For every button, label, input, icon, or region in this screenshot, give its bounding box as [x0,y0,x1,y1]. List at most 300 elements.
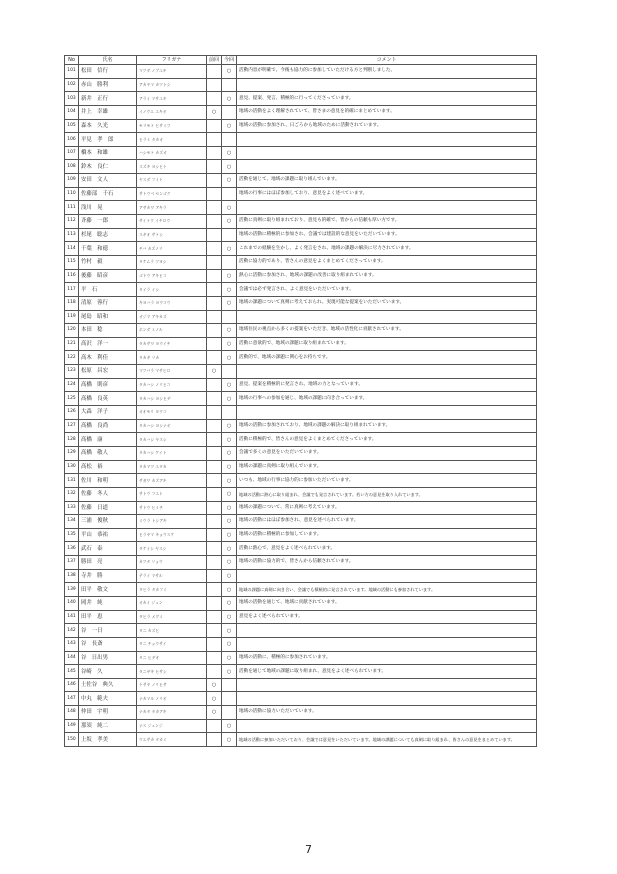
row-mark-b: ○ [222,719,237,733]
row-mark-b [222,133,237,147]
row-mark-b: ○ [222,378,237,392]
row-mark-b: ○ [222,487,237,501]
row-mark-b: ○ [222,174,237,188]
row-mark-a [207,215,222,229]
row-comment: 地域の活動に協力的で、皆さんから信頼されています。 [237,556,537,570]
row-comment [237,637,537,651]
row-mark-b: ○ [222,392,237,406]
table-row [65,460,537,474]
row-mark-a [207,474,222,488]
row-comment: 地域の活動に参加いただいており、会議では意見をいただいています。地域の課題についても真剣に取り組まれ、皆さんの意見をまとめています。 [237,733,537,747]
row-name: 高木 利佳 [79,351,137,365]
row-furigana: ナカマル ノリオ [137,692,207,706]
row-name: 佐川 和明 [79,474,137,488]
row-mark-b: ○ [222,269,237,283]
row-no: 130 [65,460,79,474]
row-no: 126 [65,406,79,420]
row-comment: 地域の活動に積極的に参加しています。 [237,528,537,542]
row-no: 114 [65,242,79,256]
row-comment: 会議では必ず発言され、よく意見をいただいています。 [237,283,537,297]
row-comment: 地域の活動に参加されており、地域の課題の解決に取り組まれています。 [237,419,537,433]
table-row [65,146,537,160]
row-comment: 熱心に活動に参加され、地域の課題の改善に取り組まれています。 [237,269,537,283]
row-name: 杉尾 聡志 [79,228,137,242]
table-row [65,337,537,351]
row-no: 111 [65,201,79,215]
row-mark-b: ○ [222,146,237,160]
row-name: 斉藤 一郎 [79,215,137,229]
row-furigana: オカイ ジュン [137,596,207,610]
member-table [64,55,537,747]
table-row [65,665,537,679]
row-mark-a [207,515,222,529]
row-comment: 地域の活動に積極的に参加され、会議では建設的な意見をいただいています。 [237,228,537,242]
row-name: 谷 日出男 [79,651,137,665]
row-name: 仲田 宇明 [79,706,137,720]
row-no: 124 [65,378,79,392]
row-no: 109 [65,174,79,188]
row-no: 118 [65,296,79,310]
table-row [65,651,537,665]
row-no: 150 [65,733,79,747]
row-name: 安田 文人 [79,174,137,188]
table-row [65,487,537,501]
row-comment: 地域の活動に熱心に取り組まれ、会議でも発言されています。若い方の意見を取り入れています。 [237,487,537,501]
row-furigana: サトウベ センゴク [137,187,207,201]
row-comment: 地域住民の視点から多くの提案をいただき、地域の活性化に貢献されています。 [237,324,537,338]
row-mark-a [207,324,222,338]
row-name: 佐藤部 千石 [79,187,137,201]
table-row [65,515,537,529]
table-row [65,419,537,433]
row-furigana: ゴトウ アキヒコ [137,269,207,283]
row-no: 123 [65,365,79,379]
row-mark-a [207,269,222,283]
row-comment: 地域の課題について真剣に考えておられ、実現可能な提案をいただいています。 [237,296,537,310]
row-name: 高松 裕 [79,460,137,474]
row-mark-a [207,283,222,297]
row-mark-b: ○ [222,242,237,256]
row-mark-b: ○ [222,296,237,310]
table-row [65,296,537,310]
table-row [65,678,537,692]
row-no: 141 [65,610,79,624]
row-no: 101 [65,65,79,79]
row-mark-a: ○ [207,365,222,379]
row-no: 137 [65,556,79,570]
row-no: 145 [65,665,79,679]
row-comment: 地域の行事にはほぼ参加しており、意見をよく述べています。 [237,187,537,201]
row-comment [237,569,537,583]
row-mark-b: ○ [222,201,237,215]
row-name: 後藤 昭彦 [79,269,137,283]
row-name: 清原 蓉行 [79,296,137,310]
header-name: 氏名 [79,56,137,65]
row-comment: 地域の活動に、積極的に参加されています。 [237,651,537,665]
row-no: 146 [65,678,79,692]
table-row [65,542,537,556]
row-mark-b: ○ [222,569,237,583]
row-no: 110 [65,187,79,201]
table-row [65,174,537,188]
header-no: No [65,56,79,65]
table-row [65,569,537,583]
row-mark-b: ○ [222,446,237,460]
row-furigana: タケイシ ヤスシ [137,542,207,556]
row-mark-b: ○ [222,501,237,515]
table-row [65,706,537,720]
row-no: 135 [65,528,79,542]
table-row [65,255,537,269]
row-mark-a [207,610,222,624]
row-comment: 活動に意欲的で、地域の課題に取り組まれています。 [237,337,537,351]
row-name: 橋本 和雄 [79,146,137,160]
table-row [65,692,537,706]
table-row [65,283,537,297]
row-furigana: ハシモト カズオ [137,146,207,160]
row-comment [237,146,537,160]
row-mark-a: ○ [207,706,222,720]
row-name: 高橋 良英 [79,392,137,406]
row-comment: 地域の課題に真剣に取り組んでいます。 [237,460,537,474]
row-name: 新井 正行 [79,92,137,106]
row-mark-b: ○ [222,665,237,679]
row-mark-a [207,460,222,474]
table-row [65,556,537,570]
table-row [65,105,537,119]
row-comment [237,406,537,420]
page-number: 7 [305,843,312,856]
row-name: 鈴木 良仁 [79,160,137,174]
row-no: 143 [65,637,79,651]
row-name: 平山 恭祐 [79,528,137,542]
row-no: 133 [65,501,79,515]
row-mark-b: ○ [222,65,237,79]
row-name: 高沢 洋一 [79,337,137,351]
row-furigana: スギオ サトシ [137,228,207,242]
row-comment [237,201,537,215]
table-row [65,310,537,324]
row-name: 森本 久光 [79,119,137,133]
table-row [65,433,537,447]
row-name: 田平 敬文 [79,583,137,597]
table-row [65,733,537,747]
row-furigana: キヨハラ ヨウコウ [137,296,207,310]
row-furigana: アカヤマ カツトシ [137,78,207,92]
table-row [65,187,537,201]
row-mark-b [222,228,237,242]
row-no: 148 [65,706,79,720]
table-row [65,719,537,733]
row-mark-a [207,665,222,679]
row-no: 115 [65,255,79,269]
row-mark-a [207,528,222,542]
row-mark-b: ○ [222,583,237,597]
row-mark-a [207,433,222,447]
row-comment: 活動に真剣に取り組まれており、意見も的確で、皆からの信頼も厚い方です。 [237,215,537,229]
row-name: 谷 一日 [79,624,137,638]
row-comment: 意見、提案、発言、積極的に行ってくださっています。 [237,92,537,106]
row-comment: 地域の活動を通じて、地域に貢献されています。 [237,596,537,610]
row-no: 120 [65,324,79,338]
row-mark-b: ○ [222,528,237,542]
row-comment: いつも、地域の行事に協力的に参加いただいています。 [237,474,537,488]
row-furigana: スズキ ヨシヒト [137,160,207,174]
row-furigana: タニ ヒデオ [137,651,207,665]
row-mark-a [207,624,222,638]
row-furigana: タニ カズヒ [137,624,207,638]
row-furigana: ウエサカ タカミ [137,733,207,747]
row-mark-b: ○ [222,596,237,610]
row-mark-a [207,733,222,747]
row-furigana: ナカタ タカアキ [137,706,207,720]
table-row [65,446,537,460]
header-furigana: フリガナ [137,56,207,65]
row-mark-a [207,719,222,733]
row-mark-b: ○ [222,733,237,747]
table-row [65,596,537,610]
row-mark-b: ○ [222,337,237,351]
row-comment [237,160,537,174]
row-furigana: タカギ リカ [137,351,207,365]
row-no: 104 [65,105,79,119]
header-col-a: 前回 [207,56,222,65]
row-name: 高橋 則彦 [79,378,137,392]
row-mark-b: ○ [222,283,237,297]
table-row [65,637,537,651]
table-row [65,378,537,392]
row-no: 116 [65,269,79,283]
row-no: 132 [65,487,79,501]
row-comment: 地域の課題について、常に真剣に考えています。 [237,501,537,515]
row-furigana: サトウ フユト [137,487,207,501]
row-no: 106 [65,133,79,147]
row-mark-b [222,692,237,706]
row-no: 128 [65,433,79,447]
row-mark-a [207,583,222,597]
table-row [65,474,537,488]
row-furigana: タカハシ ヨシヒデ [137,392,207,406]
row-furigana: オオモリ ヨウコ [137,406,207,420]
row-no: 113 [65,228,79,242]
header-col-b: 今回 [222,56,237,65]
row-mark-a [207,337,222,351]
row-comment: 活動的で、地域の課題に関心をお持ちです。 [237,351,537,365]
row-mark-b: ○ [222,624,237,638]
row-mark-b: ○ [222,556,237,570]
row-mark-a [207,392,222,406]
row-mark-b [222,78,237,92]
row-mark-b: ○ [222,474,237,488]
table-row [65,365,537,379]
table-row [65,133,537,147]
row-mark-b: ○ [222,651,237,665]
row-mark-a [207,556,222,570]
row-comment [237,365,537,379]
row-comment: 地域の活動に参加され、日ごろから地域のために活動されています。 [237,119,537,133]
row-name: 土佐谷 典久 [79,678,137,692]
row-no: 125 [65,392,79,406]
row-furigana: タカハシ ケイト [137,446,207,460]
table-row [65,624,537,638]
row-mark-b: ○ [222,351,237,365]
row-furigana: マツバラ マサヒロ [137,365,207,379]
row-furigana: タカサワ ヨウイチ [137,337,207,351]
row-no: 127 [65,419,79,433]
row-furigana: タニ チョウサイ [137,637,207,651]
table-row [65,65,537,79]
row-name: 本田 稔 [79,324,137,338]
row-comment [237,624,537,638]
row-mark-b: ○ [222,433,237,447]
row-name: 中丸 範夫 [79,692,137,706]
row-mark-b: ○ [222,610,237,624]
row-furigana: タカハシ ヨシナオ [137,419,207,433]
row-no: 121 [65,337,79,351]
row-name: 高橋 康 [79,433,137,447]
row-no: 149 [65,719,79,733]
row-name: 平見 孝 郎 [79,133,137,147]
row-mark-a [207,419,222,433]
row-no: 112 [65,215,79,229]
row-mark-a [207,78,222,92]
row-comment: 活動に熱心で、意見をよく述べられています。 [237,542,537,556]
row-mark-a [207,201,222,215]
row-comment: 地域の活動に協力いただいています。 [237,706,537,720]
row-mark-a: ○ [207,692,222,706]
row-comment [237,310,537,324]
row-furigana: タニザキ ヒサシ [137,665,207,679]
row-furigana: ヒラミ タカオ [137,133,207,147]
row-no: 122 [65,351,79,365]
table-row [65,583,537,597]
row-furigana: アライ マサユキ [137,92,207,106]
table-row [65,78,537,92]
row-name: 平 石 [79,283,137,297]
row-furigana: ナス ジュンジ [137,719,207,733]
row-comment: 地域の活動をよく理解されていて、皆さまの意見を的確にまとめています。 [237,105,537,119]
row-mark-a [207,65,222,79]
row-mark-a [207,378,222,392]
row-no: 102 [65,78,79,92]
row-mark-b [222,365,237,379]
row-comment: 活動を通じて、地域の課題に取り組んでいます。 [237,174,537,188]
row-comment: 活動に協力的であり、皆さんの意見をよくまとめてくださっています。 [237,255,537,269]
row-furigana: カツタ リョウ [137,556,207,570]
row-name: 谷崎 久 [79,665,137,679]
row-no: 140 [65,596,79,610]
row-no: 136 [65,542,79,556]
row-furigana: チバ カズノリ [137,242,207,256]
row-comment: 活動を通じて地域の課題に取り組まれ、意見をよく述べられています。 [237,665,537,679]
row-mark-b [222,678,237,692]
table-row [65,201,537,215]
table-row [65,610,537,624]
table-row [65,242,537,256]
row-name: 佐藤 日道 [79,501,137,515]
table-row [65,119,537,133]
row-mark-b [222,310,237,324]
row-name: 三浦 俊秋 [79,515,137,529]
row-comment: 会議で多くの意見をいただいています。 [237,446,537,460]
row-furigana: サトウ ヒミチ [137,501,207,515]
row-furigana: ホンダ ミノル [137,324,207,338]
row-name: 千葉 和徳 [79,242,137,256]
row-name: 上坂 孝美 [79,733,137,747]
row-comment: 地域の行事への参加を通じ、地域の課題に向き合っています。 [237,392,537,406]
row-mark-b: ○ [222,637,237,651]
table-row [65,324,537,338]
row-no: 105 [65,119,79,133]
row-comment: これまでの経験を生かし、よく発言をされ、地域の課題の解決に尽力されています。 [237,242,537,256]
row-name: 松田 信行 [79,65,137,79]
row-name: 井上 幸雄 [79,105,137,119]
row-name: 高橋 良尚 [79,419,137,433]
row-mark-b [222,187,237,201]
row-no: 103 [65,92,79,106]
row-furigana: タカマツ ユタカ [137,460,207,474]
row-comment: 活動内容が明確で、今後も協力的に参加していただける方と判断しました。 [237,65,537,79]
row-mark-b [222,406,237,420]
row-name: 赤山 勝利 [79,78,137,92]
row-comment [237,78,537,92]
row-furigana: サイトウ イチロウ [137,215,207,229]
table-row [65,501,537,515]
row-mark-a [207,174,222,188]
row-no: 142 [65,624,79,638]
row-furigana: タヒラ メグミ [137,610,207,624]
row-mark-a: ○ [207,678,222,692]
row-comment [237,719,537,733]
row-no: 139 [65,583,79,597]
row-name: 浅川 晃 [79,201,137,215]
row-mark-b: ○ [222,542,237,556]
row-mark-a [207,596,222,610]
table-row [65,528,537,542]
row-furigana: タケムラ ツヨシ [137,255,207,269]
row-mark-b: ○ [222,460,237,474]
table-header [65,56,537,65]
row-mark-a [207,119,222,133]
table-row [65,215,537,229]
row-mark-a [207,310,222,324]
row-mark-a [207,351,222,365]
table-row [65,351,537,365]
row-mark-b: ○ [222,324,237,338]
row-furigana: テライ マサル [137,569,207,583]
row-comment [237,678,537,692]
row-name: 竹村 毅 [79,255,137,269]
row-mark-a: ○ [207,105,222,119]
row-comment: 地域の課題に真剣に向き合い、会議でも積極的に発言されています。地域の活動にも参加されています。 [237,583,537,597]
row-no: 129 [65,446,79,460]
row-name: 佐藤 冬人 [79,487,137,501]
row-furigana: マツダ ノブユキ [137,65,207,79]
row-mark-b: ○ [222,160,237,174]
row-furigana: トサヤ ノリヒサ [137,678,207,692]
row-furigana: ヒラヤマ キョウスケ [137,528,207,542]
row-name: 勝田 亮 [79,556,137,570]
table-row [65,160,537,174]
row-furigana: オジマ アキカズ [137,310,207,324]
row-furigana: イノウエ ユキオ [137,105,207,119]
row-comment: 活動に積極的で、皆さんの意見をよくまとめてくださっています。 [237,433,537,447]
row-mark-a [207,406,222,420]
row-name: 松原 昌宏 [79,365,137,379]
row-comment: 意見をよく述べられています。 [237,610,537,624]
row-no: 107 [65,146,79,160]
row-mark-a [207,255,222,269]
